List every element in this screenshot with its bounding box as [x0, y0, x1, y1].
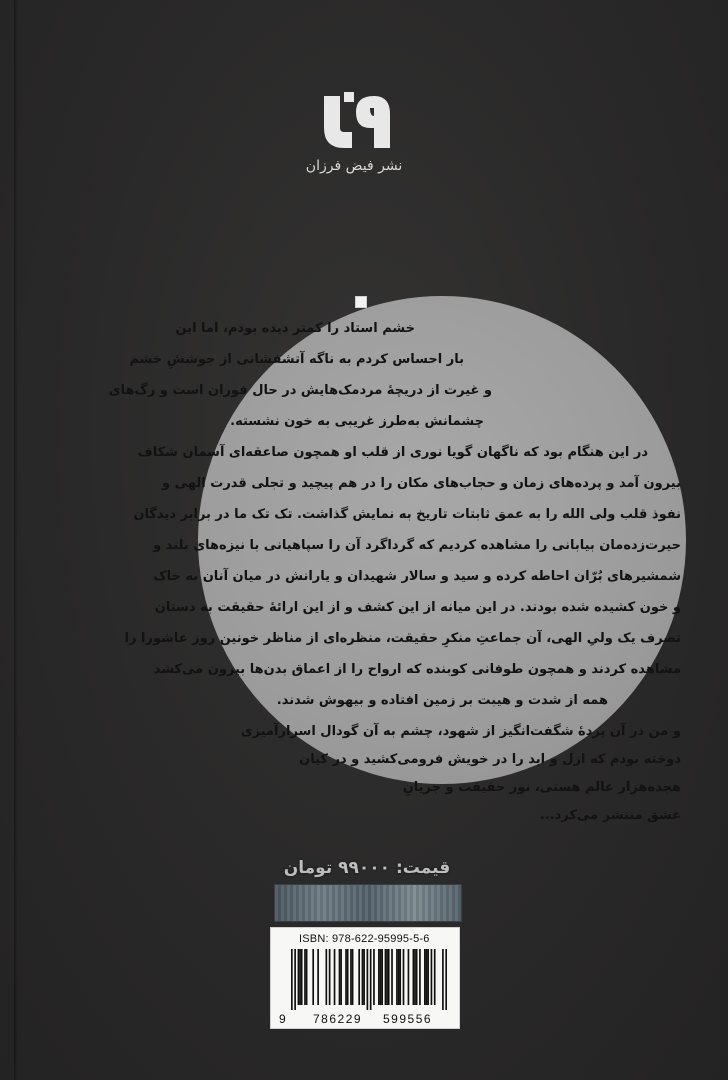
barcode-bar [434, 949, 436, 1005]
barcode-bar [391, 949, 393, 1005]
barcode-bar [345, 949, 347, 1005]
excerpt-line: همه از شدت و هیبت بر زمین افتاده و بیهوش شدند. [276, 693, 608, 708]
barcode-bar [416, 949, 418, 1005]
barcode-bar [298, 949, 300, 1005]
excerpt-line: نفوذ قلب ولی الله را به عمق ثابتات تاریخ به نمایش گذاشت. تک تک ما در برابر دیدگان [133, 507, 681, 522]
barcode-bar [403, 949, 405, 1005]
excerpt-line: و غیرت از دریچهٔ مردمک‌هایش در حال فوران است و رگ‌های [108, 383, 492, 398]
excerpt-line: در این هنگام بود که ناگهان گویا نوری از قلب او همچون صاعقه‌ای آسمان شکاف [137, 445, 648, 460]
barcode-bar [388, 949, 390, 1005]
barcode-bar [385, 949, 387, 1005]
barcode-bar [380, 949, 382, 1005]
barcode-bar [334, 949, 336, 1005]
barcode-bar [431, 949, 433, 1005]
barcode-bar [291, 949, 293, 1010]
barcode-bar [362, 949, 364, 1005]
barcode-bar [398, 949, 400, 1005]
barcode-bar [367, 949, 369, 1010]
barcode-bar [370, 949, 372, 1010]
barcode-digits-left: 786229 [313, 1012, 363, 1026]
barcode-bar [312, 949, 314, 1005]
barcode-bar [299, 949, 301, 1005]
barcode-bar [414, 949, 416, 1005]
barcode-bar [317, 949, 319, 1005]
barcode-bar [358, 949, 360, 1005]
barcode-bar [381, 949, 383, 1005]
barcode-bar [301, 949, 303, 1005]
excerpt-line: چشمانش به‌طرز غریبی به خون نشسته. [230, 414, 484, 429]
barcode-bar [442, 949, 444, 1010]
barcode-bar [340, 949, 342, 1005]
barcode-bar [304, 949, 306, 1005]
barcode-bar [294, 949, 296, 1010]
barcode-digits-right: 599556 [383, 1012, 433, 1026]
isbn-barcode-block [270, 927, 460, 1029]
barcode-bar [419, 949, 421, 1005]
barcode-bar [378, 949, 380, 1005]
excerpt-line: دوخته بودم که ازل و ابد را در خویش فرومی‌کشید و در کیان [299, 752, 681, 767]
barcode-bar [350, 949, 352, 1005]
spine-shadow [14, 0, 18, 1080]
barcode-bar [373, 949, 375, 1005]
excerpt-line: مشاهده کردند و همچون طوفانی کوبنده که ارواح را از اعماق بدن‌ها بیرون می‌کشد [153, 662, 681, 677]
barcode-digit-first: 9 [279, 1012, 286, 1026]
barcode-bar [445, 949, 447, 1010]
barcode-bar [339, 949, 341, 1005]
excerpt-line: خشم استاد را کمتر دیده بودم، اما این [175, 321, 415, 336]
barcode-bar [347, 949, 349, 1005]
barcode-bar [426, 949, 428, 1005]
publisher-logo-icon [318, 88, 394, 156]
excerpt-line: بیرون آمد و پرده‌های زمان و حجاب‌های مکان را در هم پیچید و تجلی قدرت الهی و [162, 476, 681, 491]
barcode-bar [386, 949, 388, 1005]
excerpt-line: بار احساس کردم به ناگه آتشفشانی از جوششِ خشم [129, 352, 464, 367]
publisher-name: نشر فیض فرزان [305, 158, 403, 174]
barcode-bar [424, 949, 426, 1005]
excerpt-line: و من در آن پردهٔ شگفت‌انگیز از شهود، چشم به آن گودال اسرارآمیزی [240, 724, 681, 739]
barcode-bar [325, 949, 327, 1005]
barcode-bar [329, 949, 331, 1005]
barcode-bar [352, 949, 354, 1005]
isbn-label: ISBN: 978-622-95995-5-6 [299, 933, 430, 945]
excerpt-line: شمشیرهای بُرّان احاطه کرده و سید و سالار شهیدان و یارانش در میان آنان به خاک [153, 569, 681, 584]
excerpt-line: حیرت‌زده‌مان بیابانی را مشاهده کردیم که گرداگرد آن را سپاهیانی با نیزه‌های بلند و [153, 538, 681, 553]
barcode-bar [408, 949, 410, 1005]
excerpt-line: هجده‌هزار عالم هستی، نور حقیقت و جریانِ [402, 780, 681, 795]
excerpt-line: تصرف یک ولیِ الهی، آن جماعتِ منکرِ حقیقت، منظره‌ای از مناظر خونین روز عاشورا را [124, 631, 681, 646]
barcode-bar [399, 949, 401, 1005]
barcode-bar [396, 949, 398, 1005]
barcode-icon [291, 949, 447, 1010]
square-bullet-icon [355, 296, 367, 308]
barcode-bar [427, 949, 429, 1005]
excerpt-line: عشق منتشر می‌کرد... [539, 808, 681, 823]
hologram-sticker [274, 884, 462, 922]
price-label: قیمت: ۹۹۰۰۰ تومان [283, 858, 451, 878]
barcode-bar [306, 949, 308, 1005]
barcode-bar [413, 949, 415, 1005]
barcode-bar [363, 949, 365, 1005]
excerpt-line: و خون کشیده شده بودند. در این میانه از این کشف و از این ارائهٔ حقیقت به دستان [154, 600, 681, 615]
